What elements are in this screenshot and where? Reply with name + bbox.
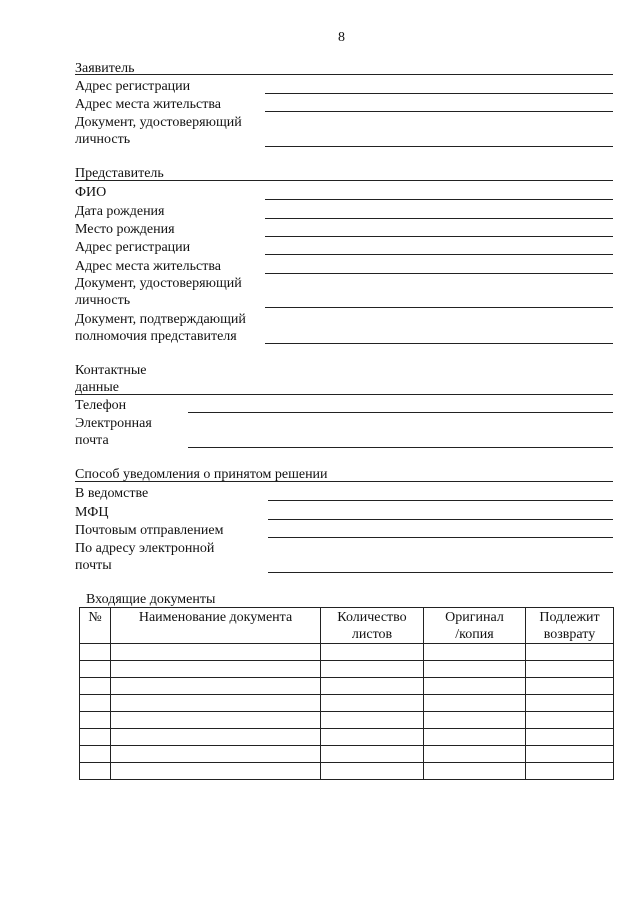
contacts-email-label-cont: почта [75,433,109,448]
representative-residence-address-field[interactable] [265,273,613,274]
representative-registration-address-field[interactable] [265,254,613,255]
documents-table [79,607,614,780]
table-cell[interactable] [424,763,526,780]
contacts-email-label: Электронная [75,416,152,431]
representative-authority-document-label-cont: полномочия представителя [75,329,237,344]
table-row [80,712,614,729]
representative-name-field[interactable] [265,199,613,200]
table-cell[interactable] [526,763,614,780]
column-header-original-copy [424,608,526,644]
applicant-id-document-label: Документ, удостоверяющий [75,115,242,130]
representative-heading: Представитель [75,166,164,181]
table-cell[interactable] [424,746,526,763]
column-header-original-copy-line1: Оригинал [445,610,504,625]
contacts-email-field[interactable] [188,447,613,448]
table-cell[interactable] [526,678,614,695]
documents-table-header-row [80,608,614,644]
table-cell[interactable] [424,712,526,729]
representative-id-document-field[interactable] [265,307,613,308]
representative-name-label: ФИО [75,185,107,200]
notification-postal-label: Почтовым отправлением [75,523,224,538]
table-cell[interactable] [111,644,321,661]
table-cell[interactable] [80,678,111,695]
table-cell[interactable] [424,661,526,678]
table-cell[interactable] [80,746,111,763]
representative-birth-place-label: Место рождения [75,222,175,237]
page-number: 8 [338,30,345,45]
notification-mfc-field[interactable] [268,519,613,520]
table-row [80,729,614,746]
table-cell[interactable] [526,746,614,763]
notification-heading: Способ уведомления о принятом решении [75,467,328,482]
column-header-document-name [111,608,321,644]
notification-postal-field[interactable] [268,537,613,538]
table-cell[interactable] [526,729,614,746]
table-row [80,695,614,712]
table-cell[interactable] [424,729,526,746]
table-cell[interactable] [321,712,424,729]
table-cell[interactable] [424,695,526,712]
table-cell[interactable] [321,678,424,695]
applicant-residence-address-label: Адрес места жительства [75,97,221,112]
representative-id-document-label: Документ, удостоверяющий [75,276,242,291]
table-cell[interactable] [321,644,424,661]
column-header-return-line2: возврату [543,627,596,642]
table-cell[interactable] [80,695,111,712]
table-row [80,746,614,763]
representative-authority-document-field[interactable] [265,343,613,344]
table-cell[interactable] [111,729,321,746]
column-header-number [80,608,111,644]
contacts-heading-rule [75,394,613,395]
representative-residence-address-label: Адрес места жительства [75,259,221,274]
representative-id-document-label-cont: личность [75,293,131,308]
table-cell[interactable] [321,746,424,763]
column-header-return-line1: Подлежит [539,610,600,625]
table-cell[interactable] [321,661,424,678]
notification-in-agency-field[interactable] [268,500,613,501]
applicant-heading: Заявитель [75,61,135,76]
applicant-registration-address-field[interactable] [265,93,613,94]
column-header-document-name-line1: Наименование документа [138,610,293,625]
notification-email-field[interactable] [268,572,613,573]
table-cell[interactable] [111,695,321,712]
applicant-registration-address-label: Адрес регистрации [75,79,191,94]
table-cell[interactable] [321,695,424,712]
table-cell[interactable] [80,712,111,729]
table-cell[interactable] [80,763,111,780]
representative-birth-date-field[interactable] [265,218,613,219]
table-cell[interactable] [111,763,321,780]
column-header-original-copy-line2: /копия [455,627,494,642]
column-header-sheet-count-line2: листов [351,627,393,642]
table-cell[interactable] [111,746,321,763]
table-cell[interactable] [526,644,614,661]
contacts-heading: Контактные [75,363,147,378]
table-row [80,644,614,661]
table-cell[interactable] [424,678,526,695]
applicant-id-document-label-cont: личность [75,132,131,147]
table-cell[interactable] [80,729,111,746]
notification-email-label-cont: почты [75,558,112,573]
representative-birth-date-label: Дата рождения [75,204,165,219]
table-row [80,661,614,678]
column-header-sheet-count-line1: Количество [337,610,407,625]
table-cell[interactable] [111,712,321,729]
column-header-number-line1: № [88,610,102,625]
table-cell[interactable] [526,661,614,678]
table-cell[interactable] [526,712,614,729]
applicant-residence-address-field[interactable] [265,111,613,112]
applicant-heading-rule [75,74,613,75]
representative-authority-document-label: Документ, подтверждающий [75,312,246,327]
table-cell[interactable] [424,644,526,661]
representative-heading-rule [75,180,613,181]
notification-mfc-label: МФЦ [75,505,109,520]
contacts-phone-label: Телефон [75,398,127,413]
representative-registration-address-label: Адрес регистрации [75,240,191,255]
notification-heading-rule [75,481,613,482]
contacts-heading-cont: данные [75,380,119,395]
table-cell[interactable] [80,661,111,678]
table-cell[interactable] [111,678,321,695]
applicant-id-document-field[interactable] [265,146,613,147]
table-cell[interactable] [80,644,111,661]
representative-birth-place-field[interactable] [265,236,613,237]
column-header-return [526,608,614,644]
notification-in-agency-label: В ведомстве [75,486,149,501]
documents-heading: Входящие документы [86,592,216,607]
notification-email-label: По адресу электронной [75,541,215,556]
table-cell[interactable] [321,763,424,780]
table-row [80,763,614,780]
contacts-phone-field[interactable] [188,412,613,413]
column-header-sheet-count [321,608,424,644]
table-cell[interactable] [111,661,321,678]
table-cell[interactable] [321,729,424,746]
table-row [80,678,614,695]
table-cell[interactable] [526,695,614,712]
